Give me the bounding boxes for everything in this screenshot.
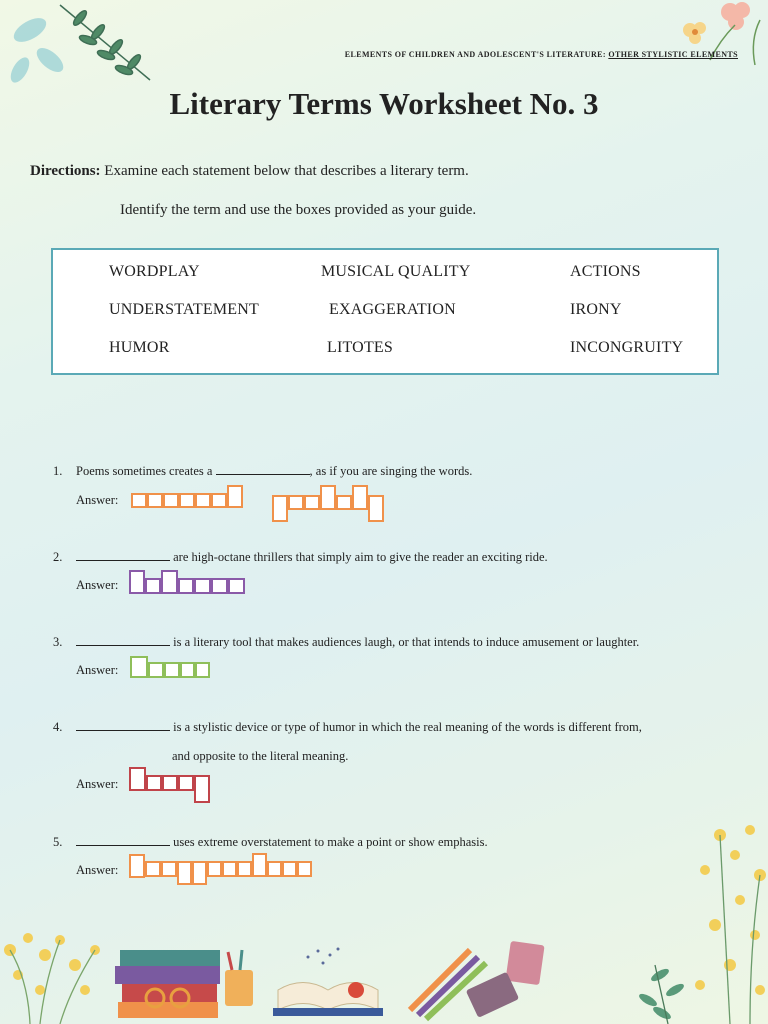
letter-box[interactable]	[180, 662, 195, 678]
letter-box[interactable]	[192, 861, 207, 885]
answer-label: Answer:	[76, 578, 119, 592]
letter-box[interactable]	[368, 495, 384, 522]
letter-box[interactable]	[146, 775, 162, 791]
letter-box[interactable]	[194, 775, 210, 803]
course-name: ELEMENTS OF CHILDREN AND ADOLESCENT'S LITERATURE:	[344, 50, 606, 59]
letter-box[interactable]	[145, 861, 161, 877]
answer-label: Answer:	[76, 663, 119, 677]
question-text-after: is a stylistic device or type of humor in which the real meaning of the words is different from,	[173, 720, 642, 734]
question-text	[76, 464, 472, 479]
letter-box[interactable]	[267, 861, 282, 877]
question-text-after: uses extreme overstatement to make a point or show emphasis.	[173, 835, 488, 849]
term-item: WORDPLAY	[109, 263, 200, 280]
letter-box[interactable]	[352, 485, 368, 510]
question-number: 1.	[53, 464, 63, 478]
letter-box[interactable]	[336, 495, 352, 510]
question-text	[76, 720, 642, 735]
letter-box[interactable]	[228, 578, 245, 594]
letter-box[interactable]	[211, 493, 227, 508]
term-item: MUSICAL QUALITY	[321, 263, 471, 280]
question-text	[76, 635, 639, 650]
letter-box[interactable]	[129, 854, 145, 878]
question-number: 4.	[53, 720, 63, 734]
letter-box[interactable]	[195, 662, 210, 678]
answer-label: Answer:	[76, 863, 119, 877]
directions-label: Directions:	[30, 163, 101, 179]
letter-box[interactable]	[147, 493, 163, 508]
letter-box[interactable]	[320, 485, 336, 510]
directions-line-2: Identify the term and use the boxes provided as your guide.	[120, 202, 477, 218]
letter-box[interactable]	[148, 662, 164, 678]
question-text-after: are high-octane thrillers that simply aim to give the reader an exciting ride.	[173, 550, 548, 564]
flower-decoration-top-right	[660, 0, 768, 70]
directions-text-1: Examine each statement below that describes a literary term.	[104, 163, 469, 179]
letter-box[interactable]	[211, 578, 228, 594]
term-item: EXAGGERATION	[329, 301, 456, 318]
question-text	[76, 550, 548, 565]
term-item: INCONGRUITY	[570, 339, 684, 356]
question-text-after: , as if you are singing the words.	[309, 464, 473, 478]
answer-blank	[76, 550, 170, 561]
letter-box[interactable]	[178, 775, 194, 791]
letter-box[interactable]	[163, 493, 179, 508]
letter-box[interactable]	[161, 861, 177, 877]
question-text	[76, 835, 488, 850]
answer-blank	[76, 720, 170, 731]
letter-box[interactable]	[195, 493, 211, 508]
term-item: IRONY	[570, 301, 622, 318]
directions-line-1	[30, 163, 469, 180]
letter-box[interactable]	[179, 493, 195, 508]
letter-box[interactable]	[131, 493, 147, 508]
answer-label: Answer:	[76, 493, 119, 507]
question-number: 5.	[53, 835, 63, 849]
question-text-before: Poems sometimes creates a	[76, 464, 213, 478]
letter-box[interactable]	[288, 495, 304, 510]
answer-blank	[76, 635, 170, 646]
question-text-after: is a literary tool that makes audiences laugh, or that intends to induce amusement or laughter.	[173, 635, 640, 649]
letter-box[interactable]	[304, 495, 320, 510]
page-title: Literary Terms Worksheet No. 3	[169, 86, 599, 121]
plant-decoration-bottom-left	[0, 920, 120, 1024]
question-number: 3.	[53, 635, 63, 649]
letter-box[interactable]	[130, 656, 148, 678]
letter-box[interactable]	[297, 861, 312, 877]
term-item: HUMOR	[109, 339, 170, 356]
letter-box[interactable]	[178, 578, 194, 594]
letter-box[interactable]	[237, 861, 252, 877]
term-bank	[51, 248, 719, 375]
letter-box[interactable]	[164, 662, 180, 678]
letter-box[interactable]	[207, 861, 222, 877]
topic-name: OTHER STYLISTIC ELEMENTS	[608, 50, 738, 59]
question-text-continued: and opposite to the literal meaning.	[172, 749, 349, 763]
letter-box[interactable]	[129, 767, 146, 791]
question-number: 2.	[53, 550, 63, 564]
books-illustration	[110, 940, 260, 1024]
letter-box[interactable]	[162, 775, 178, 791]
answer-blank	[216, 464, 310, 475]
letter-box[interactable]	[177, 861, 192, 885]
answer-label: Answer:	[76, 777, 119, 791]
letter-box[interactable]	[227, 485, 243, 508]
letter-box[interactable]	[194, 578, 211, 594]
letter-box[interactable]	[145, 578, 161, 594]
term-item: LITOTES	[327, 339, 393, 356]
letter-box[interactable]	[282, 861, 297, 877]
letter-box[interactable]	[222, 861, 237, 877]
term-item: UNDERSTATEMENT	[109, 301, 259, 318]
letter-box[interactable]	[161, 570, 178, 594]
pencils-books-illustration	[400, 935, 550, 1024]
course-header	[345, 50, 738, 59]
plant-decoration-bottom-right	[600, 815, 768, 1024]
open-book-illustration	[268, 945, 388, 1020]
answer-blank	[76, 835, 170, 846]
term-item: ACTIONS	[570, 263, 641, 280]
letter-box[interactable]	[272, 495, 288, 522]
letter-box[interactable]	[129, 570, 145, 594]
letter-box[interactable]	[252, 853, 267, 877]
